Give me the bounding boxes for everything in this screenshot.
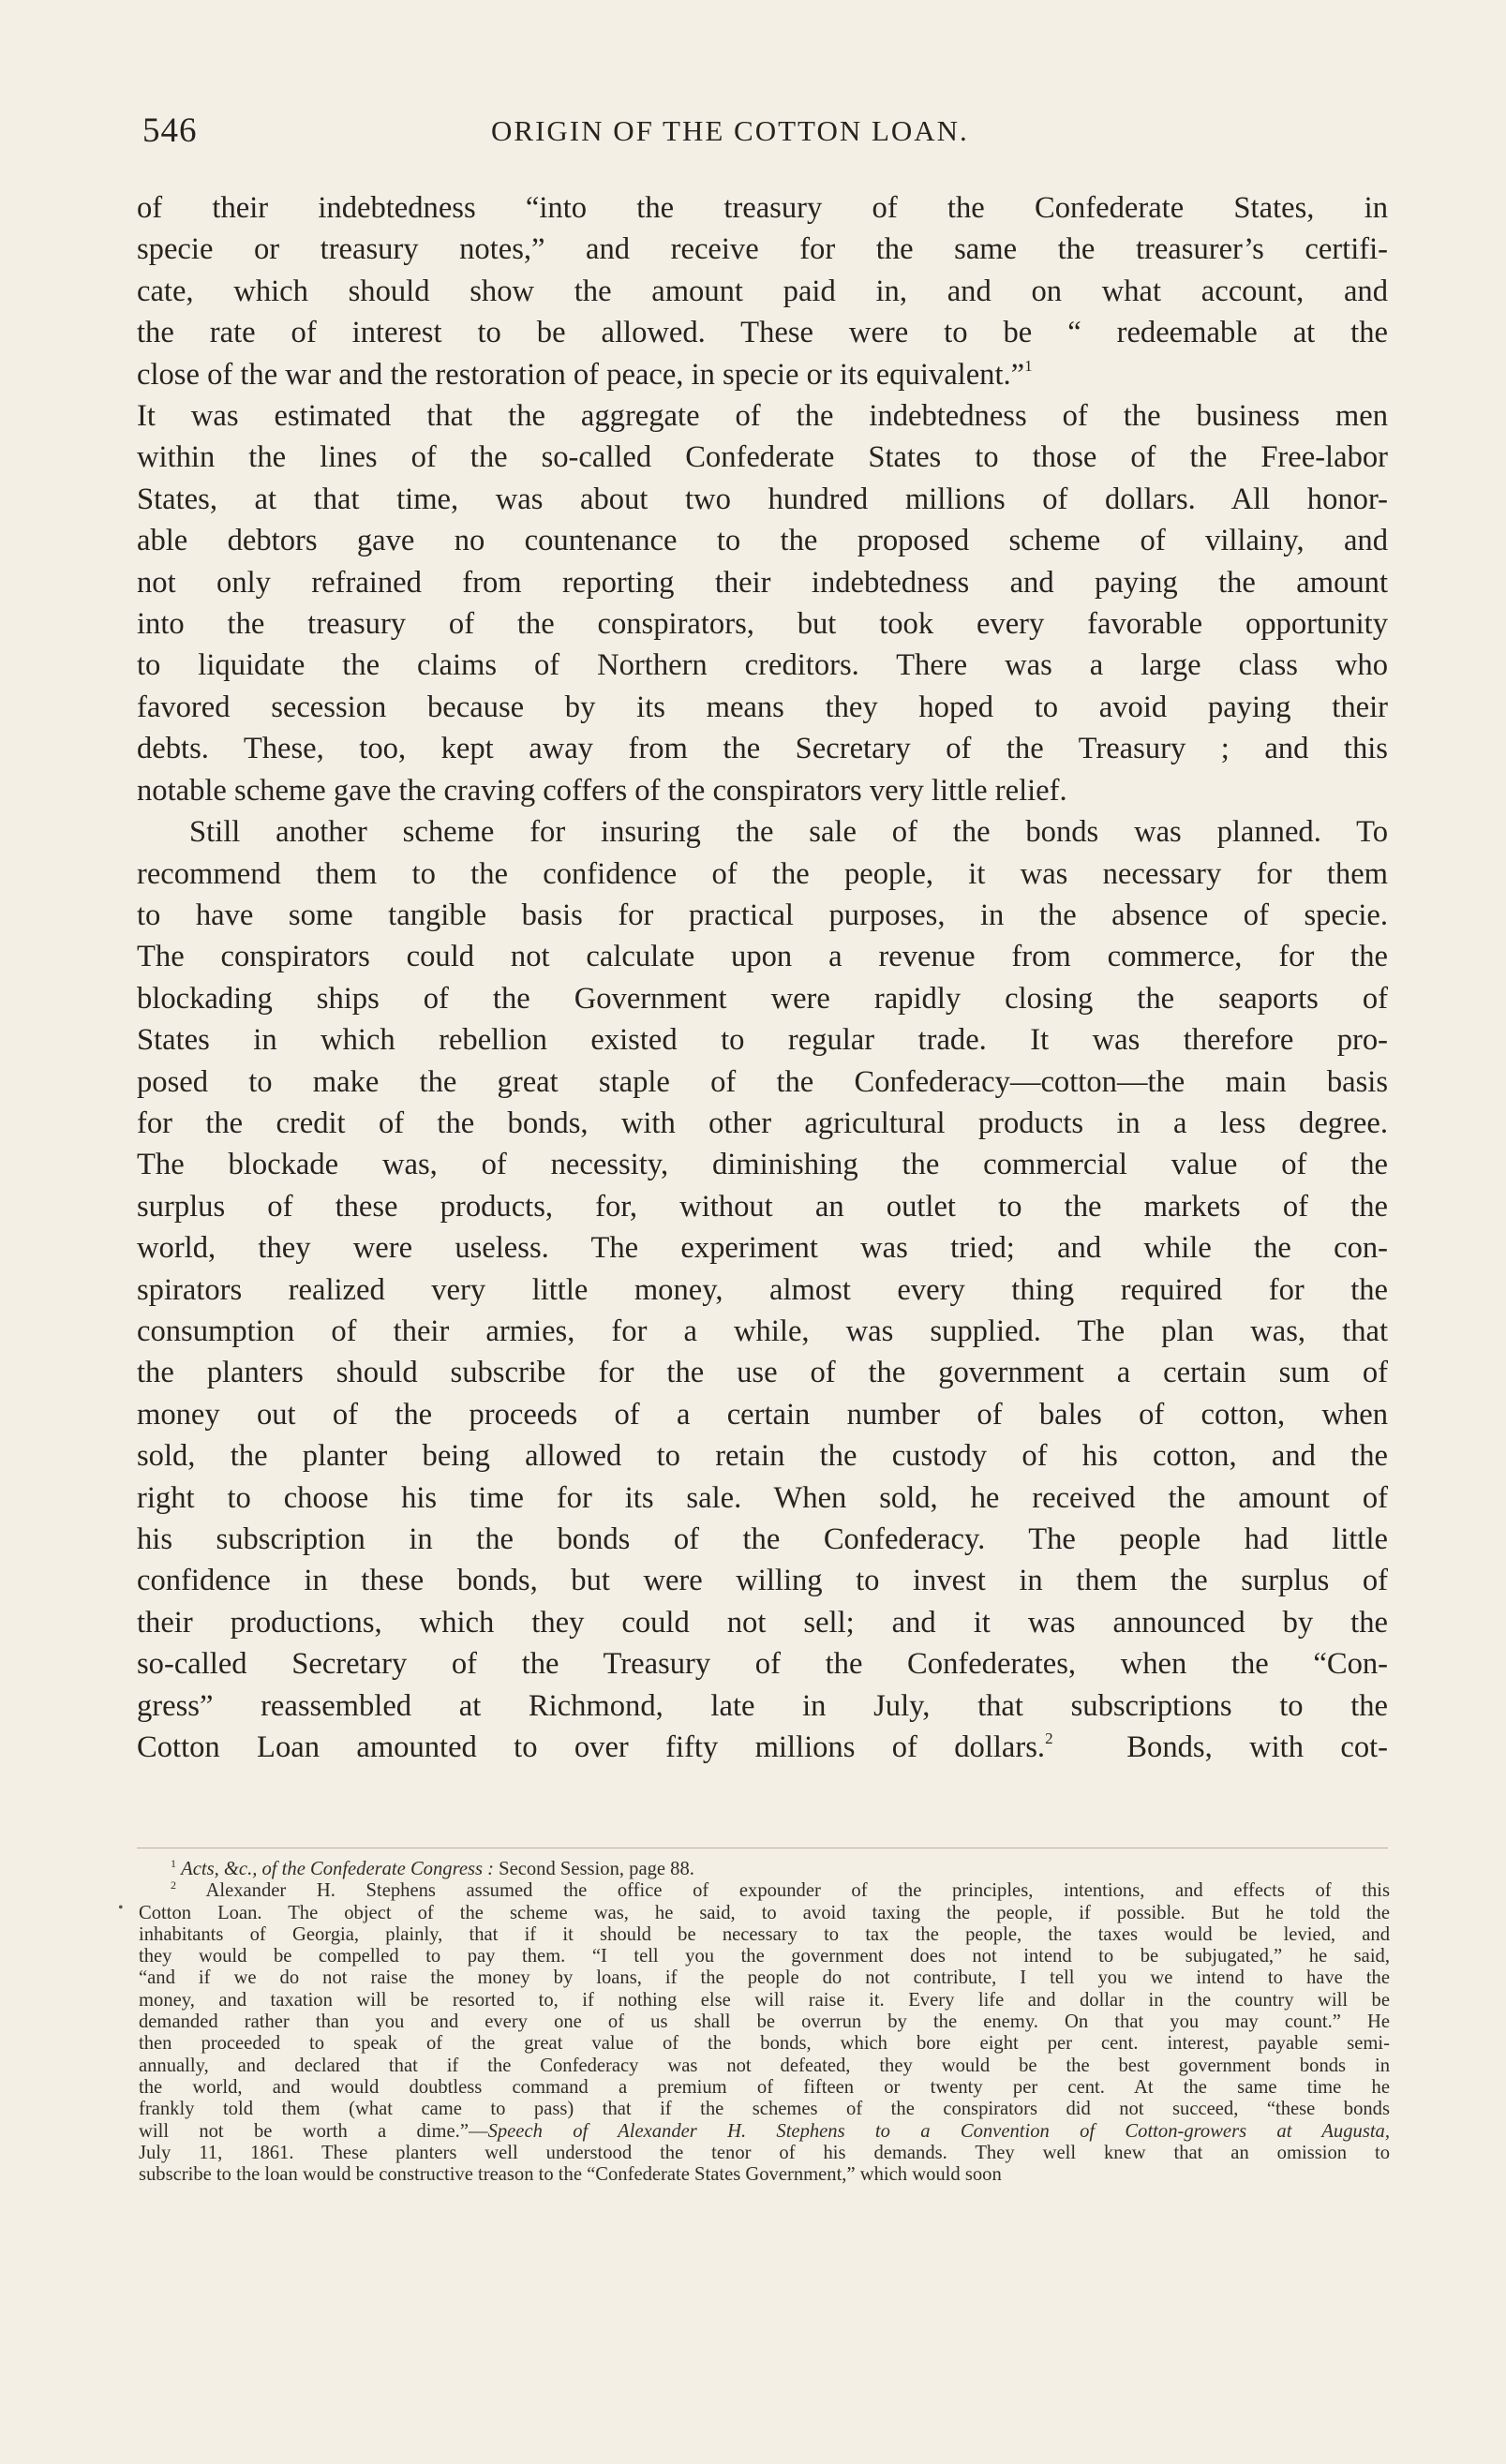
- footnote-2-line: demanded rather than you and every one of us shall be overrun by the enemy. On that you may count.” He: [139, 2011, 1390, 2033]
- body-line: money out of the proceeds of a certain number of bales of cotton, when: [137, 1397, 1388, 1432]
- body-line: [137, 1727, 1388, 1768]
- body-line: spirators realized very little money, almost every thing required for the: [137, 1272, 1388, 1307]
- body-line: The blockade was, of necessity, diminishing the commercial value of the: [137, 1148, 1388, 1182]
- footnote-2-line: [139, 2121, 1390, 2143]
- footnote-2-line: Cotton Loan. The object of the scheme was, he said, to avoid taxing the people, if possible. But he told the: [139, 1902, 1390, 1923]
- body-line: Still another scheme for insuring the sale of the bonds was planned. To: [189, 815, 1388, 850]
- body-line: for the credit of the bonds, with other agricultural products in a less degree.: [137, 1106, 1388, 1140]
- body-line: world, they were useless. The experiment was tried; and while the con-: [137, 1231, 1388, 1266]
- footnote-2-line: subscribe to the loan would be constructive treason to the “Confederate States Government,” which would soon: [139, 2164, 1002, 2186]
- footnote-2-line: July 11, 1861. These planters well understood the tenor of his demands. They well knew that an omission to: [139, 2142, 1390, 2163]
- margin-mark: •: [118, 1900, 124, 1916]
- running-head: ORIGIN OF THE COTTON LOAN.: [491, 114, 969, 147]
- footnote-marker-2: 2: [1045, 1729, 1053, 1748]
- body-line: the rate of interest to be allowed. These were to be “ redeemable at the: [137, 316, 1388, 350]
- footnote-2-text: Alexander H. Stephens assumed the office of expounder of the principles, intentions, and effects of this: [205, 1880, 1390, 1902]
- body-line: blockading ships of the Government were rapidly closing the seaports of: [137, 981, 1388, 1016]
- footnote-1-marker: 1: [171, 1857, 176, 1870]
- body-line-text: Bonds, with cot-: [1126, 1730, 1389, 1765]
- body-line: recommend them to the confidence of the people, it was necessary for them: [137, 856, 1388, 891]
- body-line: favored secession because by its means they hoped to avoid paying their: [137, 690, 1388, 724]
- footnote-2-line: “and if we do not raise the money by loans, if the people do not contribute, I tell you we intend to have the: [139, 1967, 1390, 1989]
- footnote-2-marker: 2: [171, 1878, 176, 1893]
- body-line: [137, 354, 1388, 395]
- footnote-2-line: annually, and declared that if the Confederacy was not defeated, they would be the best government bonds in: [139, 2055, 1390, 2076]
- footnote-1-source: Acts, &c., of the Confederate Congress :: [181, 1859, 494, 1879]
- body-line: States, at that time, was about two hundred millions of dollars. All honor-: [137, 482, 1388, 516]
- body-line: able debtors gave no countenance to the proposed scheme of villainy, and: [137, 524, 1388, 558]
- body-line: not only refrained from reporting their indebtedness and paying the amount: [137, 565, 1388, 600]
- footnote-marker-1: 1: [1024, 356, 1033, 375]
- body-line: debts. These, too, kept away from the Secretary of the Treasury ; and this: [137, 732, 1388, 766]
- body-line: surplus of these products, for, without an outlet to the markets of the: [137, 1189, 1388, 1224]
- body-line: to liquidate the claims of Northern creditors. There was a large class who: [137, 648, 1388, 683]
- body-line: their productions, which they could not sell; and it was announced by the: [137, 1605, 1388, 1640]
- page-header: [142, 111, 1398, 167]
- footnote-2-line: the world, and would doubtless command a premium of fifteen or twenty per cent. At the same time he: [139, 2076, 1390, 2098]
- body-line: consumption of their armies, for a while, was supplied. The plan was, that: [137, 1314, 1388, 1348]
- body-line: the planters should subscribe for the use of the government a certain sum of: [137, 1356, 1388, 1390]
- footnote-2-line: [139, 1880, 1390, 1902]
- body-line: specie or treasury notes,” and receive for the same the treasurer’s certifi-: [137, 232, 1388, 267]
- footnote-2-citation: Speech of Alexander H. Stephens to a Convention of Cotton-growers at Augusta,: [487, 2120, 1391, 2142]
- footnote-1: [139, 1859, 1390, 1880]
- footnote-2-line: money, and taxation will be resorted to, if nothing else will raise it. Every life and dollar in the country will be: [139, 1989, 1390, 2011]
- page-number: 546: [142, 111, 198, 150]
- body-line: of their indebtedness “into the treasury of the Confederate States, in: [137, 191, 1388, 225]
- body-line: cate, which should show the amount paid in, and on what account, and: [137, 274, 1388, 308]
- body-line: within the lines of the so-called Confederate States to those of the Free-labor: [137, 440, 1388, 475]
- body-line: The conspirators could not calculate upon a revenue from commerce, for the: [137, 940, 1388, 974]
- body-line-text: Cotton Loan amounted to over fifty millions of dollars.: [137, 1730, 1046, 1765]
- body-line: confidence in these bonds, but were willing to invest in them the surplus of: [137, 1564, 1388, 1598]
- footnotes: [139, 1859, 1390, 2186]
- footnote-2-text: will not be worth a dime.”—: [139, 2120, 488, 2142]
- body-line: posed to make the great staple of the Confederacy—cotton—the main basis: [137, 1064, 1388, 1099]
- body-line: his subscription in the bonds of the Confederacy. The people had little: [137, 1522, 1388, 1556]
- body-line: into the treasury of the conspirators, but took every favorable opportunity: [137, 607, 1388, 642]
- body-line: to have some tangible basis for practical purposes, in the absence of specie.: [137, 898, 1388, 932]
- body-line: so-called Secretary of the Treasury of the Confederates, when the “Con-: [137, 1647, 1388, 1682]
- body-line: States in which rebellion existed to regular trade. It was therefore pro-: [137, 1023, 1388, 1058]
- footnote-2-line: inhabitants of Georgia, plainly, that if it should be necessary to tax the people, the taxes would be levied, and: [139, 1923, 1390, 1945]
- body-line: gress” reassembled at Richmond, late in July, that subscriptions to the: [137, 1688, 1388, 1723]
- body-line-text: close of the war and the restoration of peace, in specie or its equivalent.”: [137, 357, 1025, 392]
- footnote-2-line: then proceeded to speak of the great value of the bonds, which bore eight per cent. interest, payable semi-: [139, 2033, 1390, 2055]
- body-line: It was estimated that the aggregate of the indebtedness of the business men: [137, 399, 1388, 434]
- body-line: right to choose his time for its sale. When sold, he received the amount of: [137, 1480, 1388, 1515]
- body-line: notable scheme gave the craving coffers of the conspirators very little relief.: [137, 773, 1067, 808]
- footnote-2-line: frankly told them (what came to pass) that if the schemes of the conspirators did not succeed, “these bonds: [139, 2099, 1390, 2120]
- footnote-1-text: Second Session, page 88.: [494, 1859, 694, 1879]
- body-line: sold, the planter being allowed to retain the custody of his cotton, and the: [137, 1439, 1388, 1474]
- body-text: [137, 187, 1388, 1768]
- footnote-2-line: they would be compelled to pay them. “I tell you the government does not intend to be subjugated,” he said,: [139, 1946, 1390, 1967]
